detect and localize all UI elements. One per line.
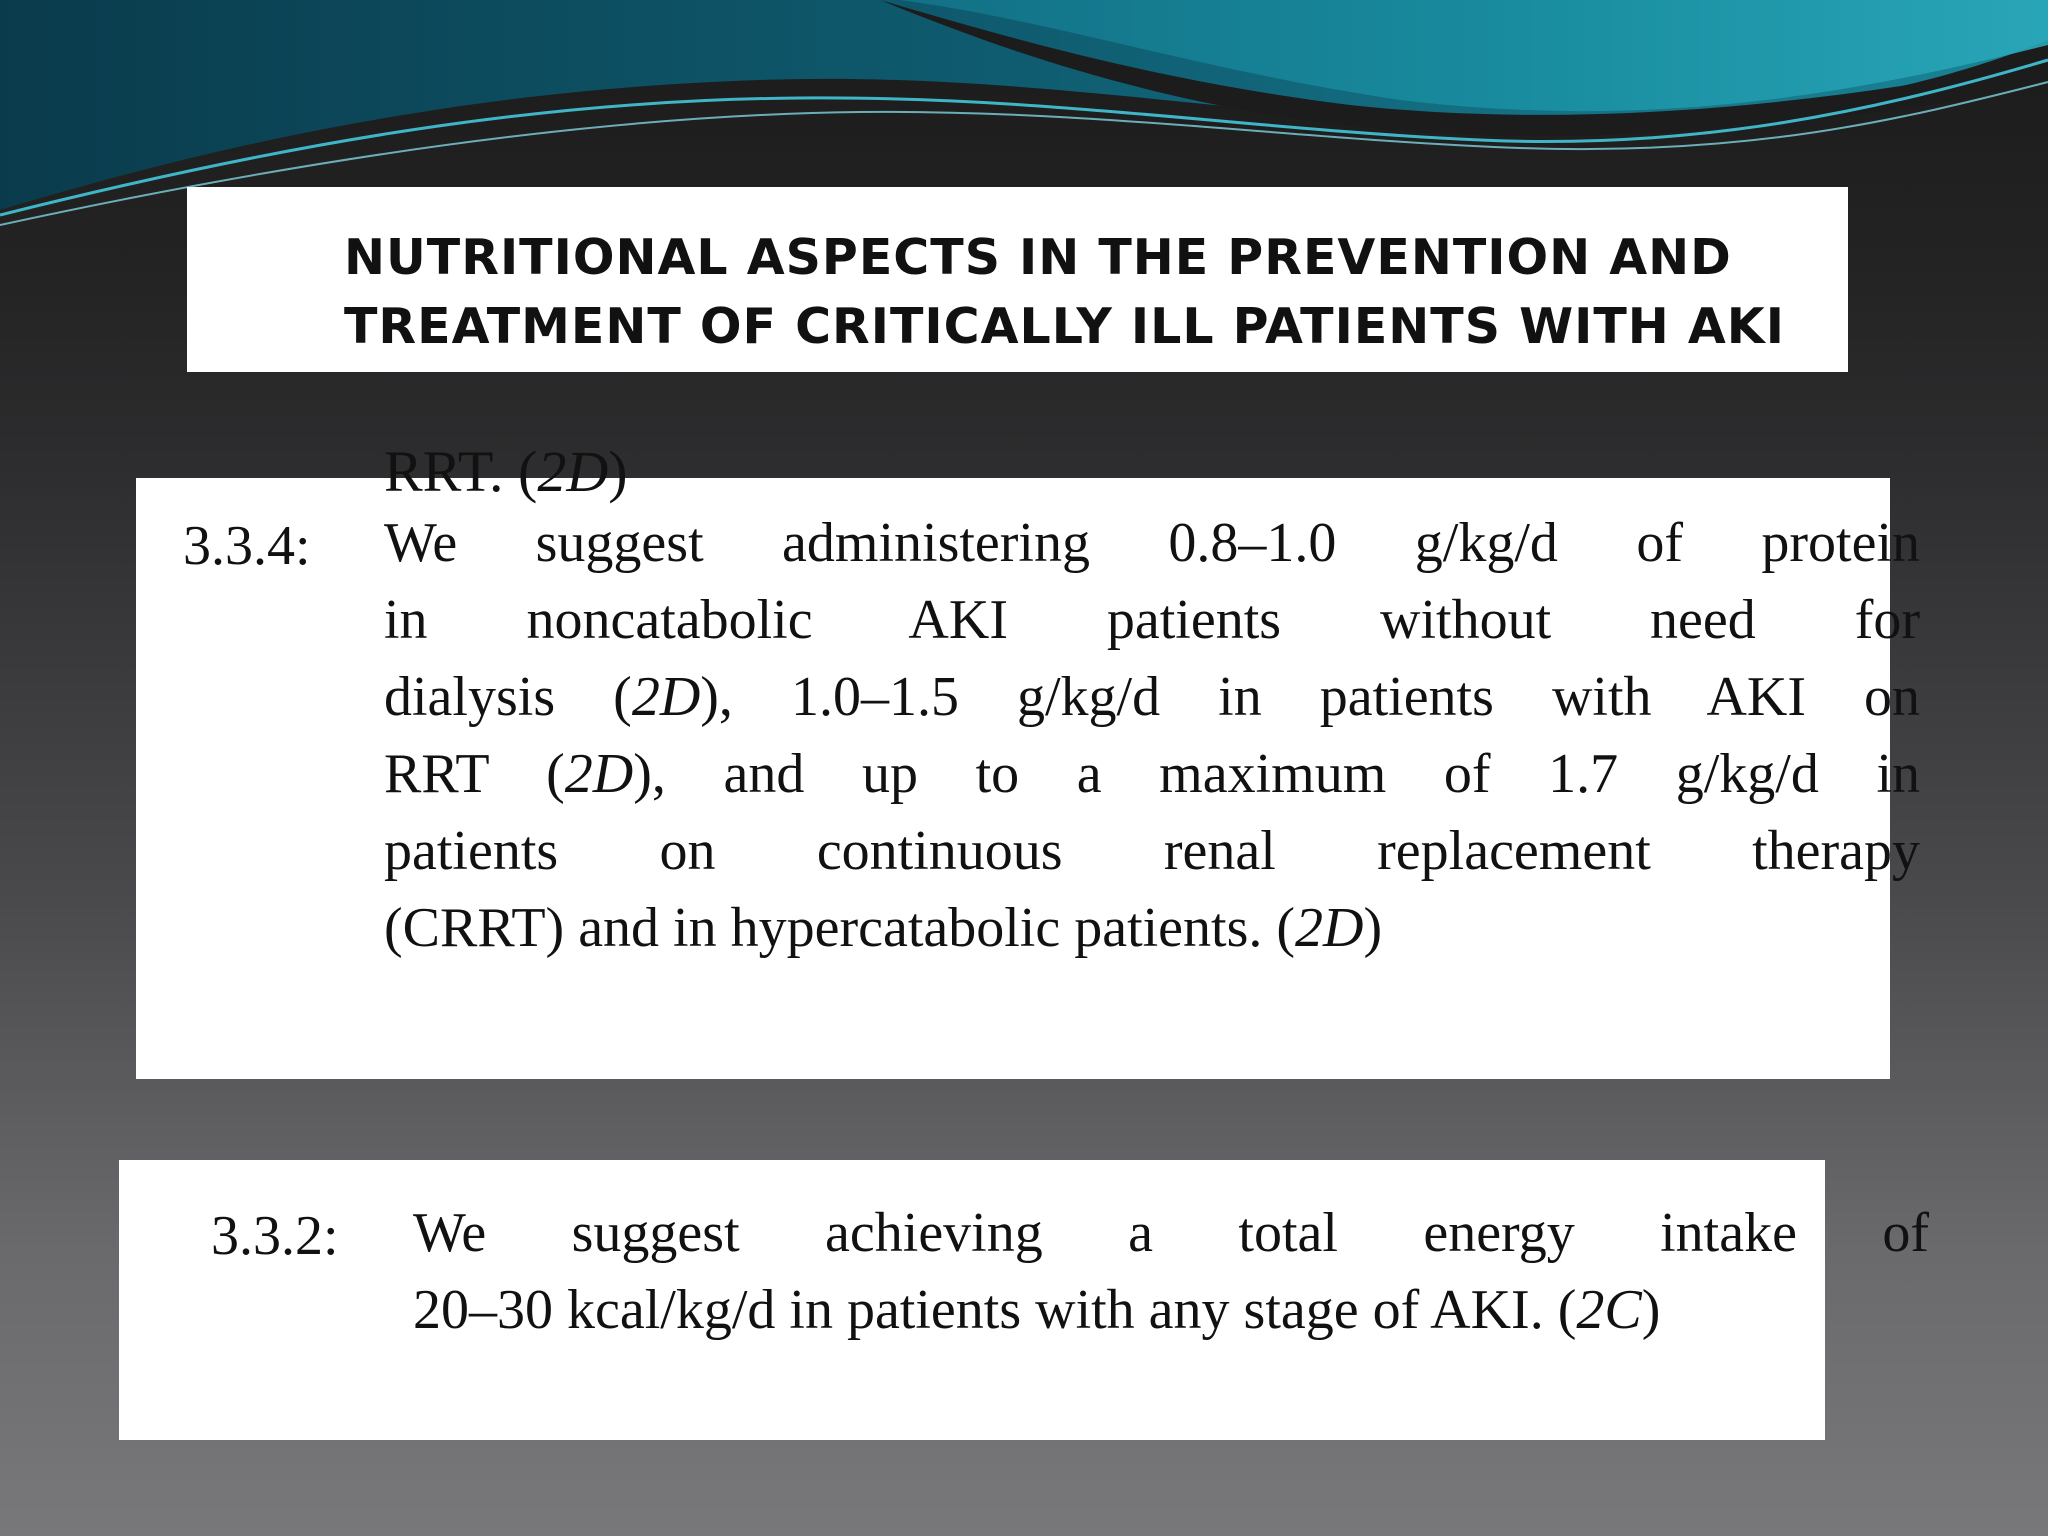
- slide-title-box: [187, 187, 1848, 372]
- recommendation-line: RRT (2D), and up to a maximum of 1.7 g/kg/d in: [384, 743, 1921, 805]
- recommendation-line: in noncatabolic AKI patients without need for: [384, 589, 1920, 651]
- recommendation-3-3-4-box: [136, 439, 1921, 1079]
- recommendation-line: We suggest achieving a total energy intake of: [413, 1202, 1929, 1264]
- cutoff-previous-text: RRT. (2D): [384, 439, 628, 504]
- recommendation-line: 20–30 kcal/kg/d in patients with any stage of AKI. (2C): [413, 1279, 1661, 1341]
- slide-title-line-2: TREATMENT OF CRITICALLY ILL PATIENTS WITH AKI: [344, 298, 1785, 355]
- recommendation-number: 3.3.4:: [183, 515, 311, 577]
- recommendation-number: 3.3.2:: [211, 1205, 339, 1267]
- slide-title-line-1: NUTRITIONAL ASPECTS IN THE PREVENTION AND: [344, 229, 1732, 286]
- recommendation-line: (CRRT) and in hypercatabolic patients. (2D): [384, 897, 1383, 959]
- recommendation-3-3-2-box: [119, 1160, 1929, 1440]
- recommendation-line: We suggest administering 0.8–1.0 g/kg/d of protein: [384, 512, 1920, 574]
- recommendation-line: dialysis (2D), 1.0–1.5 g/kg/d in patients with AKI on: [384, 666, 1921, 728]
- recommendation-line: patients on continuous renal replacement therapy: [384, 820, 1920, 882]
